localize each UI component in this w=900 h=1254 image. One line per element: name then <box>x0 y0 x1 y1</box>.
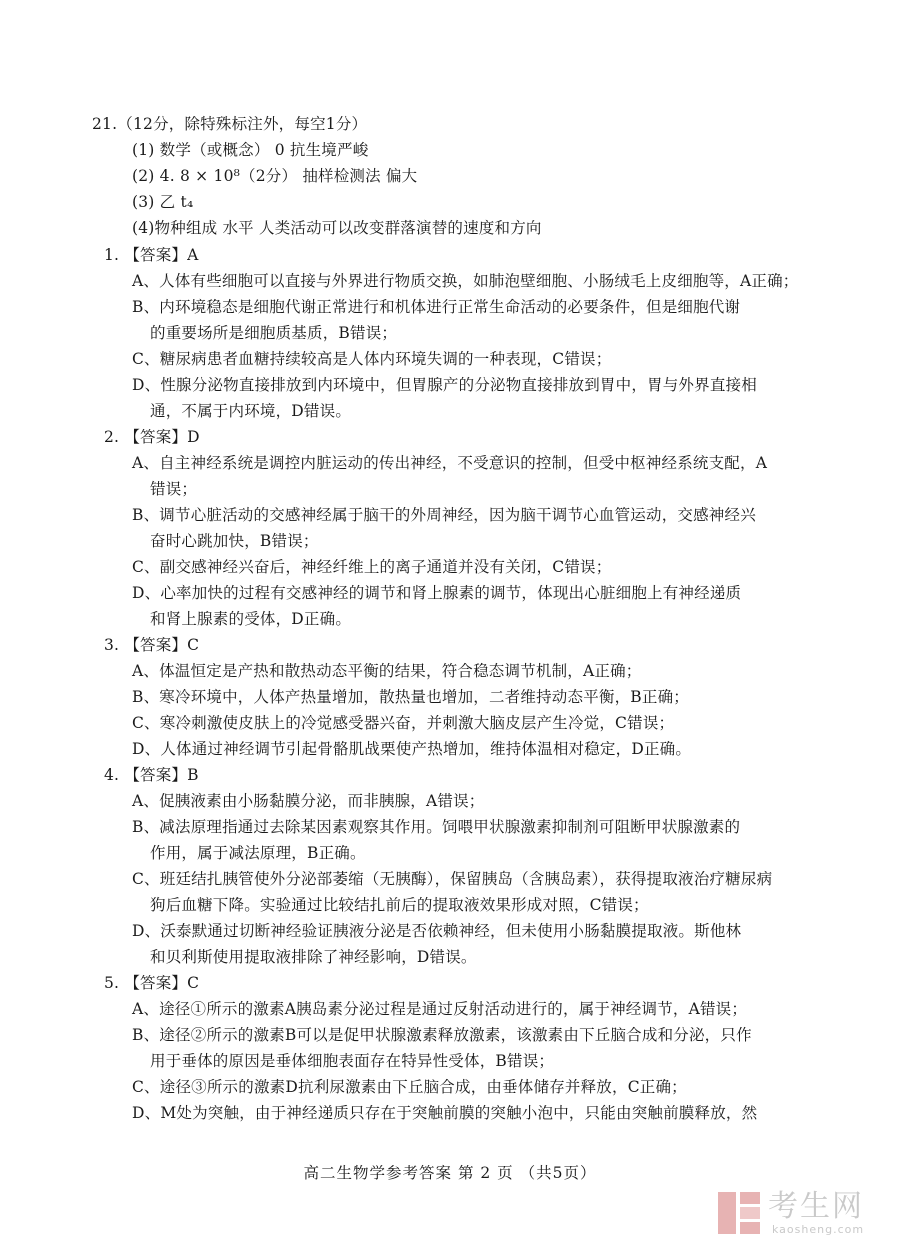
answer-line: 作用，属于减法原理，B正确。 <box>150 844 366 862</box>
answer-line: D、人体通过神经调节引起骨骼肌战栗使产热增加，维持体温相对稳定，D正确。 <box>132 740 692 758</box>
answer-line: C、班廷结扎胰管使外分泌部萎缩（无胰酶），保留胰岛（含胰岛素），获得提取液治疗糖尿病 <box>132 870 773 888</box>
answer-line: 通，不属于内环境，D错误。 <box>150 402 352 420</box>
answer-line: C、副交感神经兴奋后，神经纤维上的离子通道并没有关闭，C错误； <box>132 558 612 576</box>
question-answer-heading: 3. 【答案】C <box>104 636 200 654</box>
kaosheng-logo-icon <box>716 1190 762 1236</box>
answer-line: C、途径③所示的激素D抗利尿激素由下丘脑合成，由垂体储存并释放，C正确； <box>132 1078 687 1096</box>
page-footer: 高二生物学参考答案 第 2 页 （共5页） <box>303 1164 597 1182</box>
answer-line: (2) 4. 8 × 10⁸（2分） 抽样检测法 偏大 <box>132 167 418 185</box>
answer-line: 和肾上腺素的受体，D正确。 <box>150 610 352 628</box>
answer-line: 错误； <box>150 480 198 498</box>
answer-line: 狗后血糖下降。实验通过比较结扎前后的提取液效果形成对照，C错误； <box>150 896 649 914</box>
answer-line: A、人体有些细胞可以直接与外界进行物质交换，如肺泡壁细胞、小肠绒毛上皮细胞等，A正确； <box>132 272 799 290</box>
answer-line: 的重要场所是细胞质基质，B错误； <box>150 324 398 342</box>
answer-line: D、心率加快的过程有交感神经的调节和肾上腺素的调节，体现出心脏细胞上有神经递质 <box>132 584 742 602</box>
answer-line: A、途径①所示的激素A胰岛素分泌过程是通过反射活动进行的，属于神经调节，A错误； <box>132 1000 748 1018</box>
answer-line: (3) 乙 t₄ <box>132 193 194 211</box>
watermark-domain: kaosheng.com <box>772 1223 865 1236</box>
answer-line: D、沃泰默通过切断神经验证胰液分泌是否依赖神经，但未使用小肠黏膜提取液。斯他林 <box>132 922 742 940</box>
answer-line: B、减法原理指通过去除某因素观察其作用。饲喂甲状腺激素抑制剂可阻断甲状腺激素的 <box>132 818 741 836</box>
answer-line: B、寒冷环境中，人体产热量增加，散热量也增加，二者维持动态平衡，B正确； <box>132 688 689 706</box>
answer-line: A、自主神经系统是调控内脏运动的传出神经，不受意识的控制，但受中枢神经系统支配，A <box>132 454 768 472</box>
question-answer-heading: 2. 【答案】D <box>104 428 200 446</box>
answer-line: 奋时心跳加快，B错误； <box>150 532 319 550</box>
answer-line: C、糖尿病患者血糖持续较高是人体内环境失调的一种表现，C错误； <box>132 350 612 368</box>
answer-line: A、体温恒定是产热和散热动态平衡的结果，符合稳态调节机制，A正确； <box>132 662 642 680</box>
answer-line: B、内环境稳态是细胞代谢正常进行和机体进行正常生命活动的必要条件，但是细胞代谢 <box>132 298 741 316</box>
answer-line: D、M处为突触，由于神经递质只存在于突触前膜的突触小泡中，只能由突触前膜释放，然 <box>132 1104 758 1122</box>
answer-line: 和贝利斯使用提取液排除了神经影响，D错误。 <box>150 948 477 966</box>
question-answer-heading: 5. 【答案】C <box>104 974 200 992</box>
question-answer-heading: 1. 【答案】A <box>104 246 199 264</box>
answer-line: C、寒冷刺激使皮肤上的冷觉感受器兴奋，并刺激大脑皮层产生冷觉，C错误； <box>132 714 675 732</box>
answer-line: 用于垂体的原因是垂体细胞表面存在特异性受体，B错误； <box>150 1052 555 1070</box>
question-heading: 21.（12分，除特殊标注外，每空1分） <box>92 115 368 133</box>
watermark-brand: 考生网 <box>768 1189 864 1224</box>
answer-line: B、途径②所示的激素B可以是促甲状腺激素释放激素，该激素由下丘脑合成和分泌，只作 <box>132 1026 752 1044</box>
answer-line: (4)物种组成 水平 人类活动可以改变群落演替的速度和方向 <box>132 219 542 237</box>
answer-line: (1) 数学（或概念） 0 抗生境严峻 <box>132 141 369 159</box>
question-answer-heading: 4. 【答案】B <box>104 766 199 784</box>
answer-line: A、促胰液素由小肠黏膜分泌，而非胰腺，A错误； <box>132 792 485 810</box>
watermark-logo <box>716 1186 878 1244</box>
answer-line: B、调节心脏活动的交感神经属于脑干的外周神经，因为脑干调节心血管运动，交感神经兴 <box>132 506 756 524</box>
answer-line: D、性腺分泌物直接排放到内环境中，但胃腺产的分泌物直接排放到胃中，胃与外界直接相 <box>132 376 757 394</box>
